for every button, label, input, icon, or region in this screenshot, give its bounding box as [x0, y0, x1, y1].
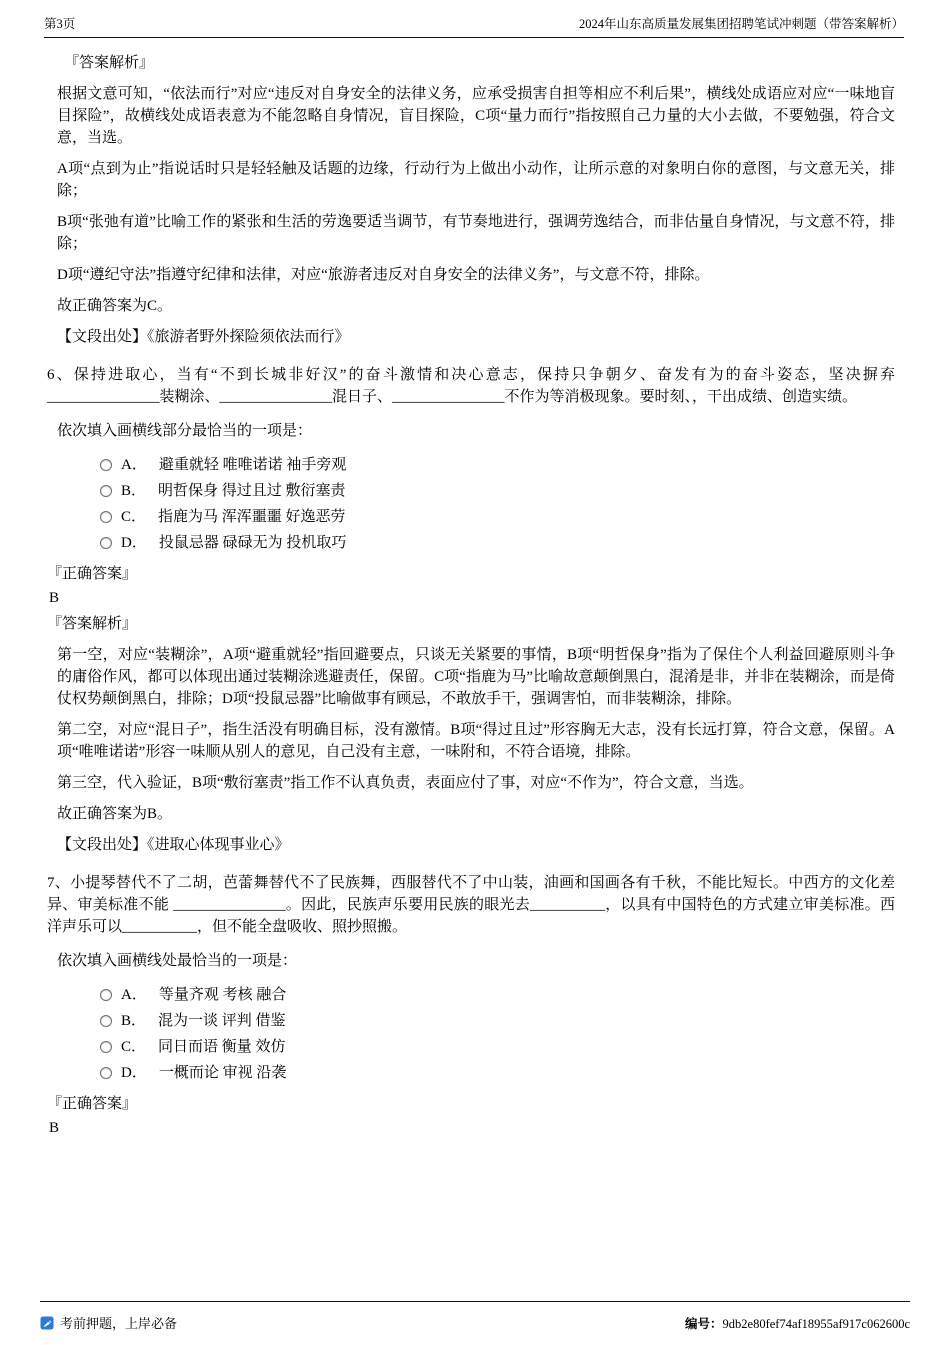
option-q7-d[interactable] [100, 1060, 895, 1086]
option-letter: A． [121, 457, 147, 473]
option-q7-b[interactable] [100, 1008, 895, 1034]
footer-code [685, 1314, 910, 1332]
options-group-q6 [100, 452, 895, 556]
footer-divider [40, 1301, 910, 1302]
option-letter: C． [121, 1039, 147, 1055]
radio-icon[interactable] [100, 485, 112, 497]
footer-slogan: 考前押题，上岸必备 [60, 1316, 178, 1331]
page-header [44, 14, 904, 32]
analysis-paragraph: D项“遵纪守法”指遵守纪律和法律，对应“旅游者违反对自身安全的法律义务”，与文意不符，排除。 [57, 267, 710, 283]
radio-icon[interactable] [100, 989, 112, 1001]
analysis-paragraph: A项“点到为止”指说话时只是轻轻触及话题的边缘，行动行为上做出小动作，让所示意的对象明白你的意图，与文意无关，排除； [57, 161, 895, 199]
page-number: 第3页 [44, 17, 76, 31]
radio-icon[interactable] [100, 1015, 112, 1027]
option-text: 一概而论 审视 沿袭 [158, 1065, 287, 1081]
options-group-q7 [100, 982, 895, 1086]
correct-answer-label: 『正确答案』 [47, 566, 138, 582]
source-line: 【文段出处】《旅游者野外探险须依法而行》 [57, 329, 350, 345]
option-text: 避重就轻 唯唯诺诺 袖手旁观 [158, 457, 347, 473]
option-text: 混为一谈 评判 借鉴 [158, 1013, 286, 1029]
question-stem-7: 7、小提琴替代不了二胡，芭蕾舞替代不了民族舞，西服替代不了中山装，油画和国画各有千秋，不能比短长。中西方的文化差异、审美标准不能 _______________。因此，民族声乐要用民族的眼光去__________，以具有中国特色的方式建立审美标准。西洋声乐可以__________，但不能全盘吸收、照抄照搬。 [47, 875, 895, 935]
option-letter: B． [121, 1013, 147, 1029]
source-line: 【文段出处】《进取心体现事业心》 [57, 837, 290, 853]
footer-logo-icon [40, 1316, 54, 1330]
analysis-paragraph: 根据文意可知，“依法而行”对应“违反对自身安全的法律义务，应承受损害自担等相应不利后果”，横线处成语应对应“一味地盲目探险”，故横线处成语表意为不能忽略自身情况，盲目探险，C项“量力而行”指按照自己力量的大小去做，不要勉强，符合文意，当选。 [57, 86, 895, 146]
option-text: 投鼠忌器 碌碌无为 投机取巧 [158, 535, 347, 551]
option-q7-a[interactable] [100, 982, 895, 1008]
analysis-label: 『答案解析』 [47, 616, 138, 632]
option-text: 指鹿为马 浑浑噩噩 好逸恶劳 [158, 509, 346, 525]
page-content [47, 52, 895, 1143]
option-letter: C． [121, 509, 147, 525]
document-title: 2024年山东高质量发展集团招聘笔试冲刺题（带答案解析） [578, 17, 904, 31]
correct-answer-value: B [49, 590, 60, 606]
radio-icon[interactable] [100, 1067, 112, 1079]
option-q6-b[interactable] [100, 478, 895, 504]
option-letter: A． [121, 987, 147, 1003]
analysis-paragraph: 第二空，对应“混日子”，指生活没有明确目标，没有激情。B项“得过且过”形容胸无大志，没有长远打算，符合文意，保留。A项“唯唯诺诺”形容一味顺从别人的意见，自己没有主意，一味附和，不符合语境，排除。 [57, 722, 895, 760]
options-prompt: 依次填入画横线处最恰当的一项是： [57, 953, 298, 969]
radio-icon[interactable] [100, 537, 112, 549]
analysis-label: 『答案解析』 [64, 55, 155, 71]
page-footer [40, 1313, 910, 1332]
correct-answer-line: 故正确答案为C。 [57, 298, 173, 314]
options-prompt: 依次填入画横线部分最恰当的一项是： [57, 423, 313, 439]
option-q6-d[interactable] [100, 530, 895, 556]
option-text: 同日而语 衡量 效仿 [158, 1039, 286, 1055]
header-divider [44, 37, 904, 38]
footer-code-value: 9db2e80fef74af18955af917c062600c [722, 1316, 910, 1331]
footer-left [40, 1313, 177, 1332]
footer-code-label: 编号： [685, 1316, 723, 1331]
analysis-paragraph: B项“张弛有道”比喻工作的紧张和生活的劳逸要适当调节，有节奏地进行，强调劳逸结合，而非估量自身情况，与文意不符，排除； [57, 214, 895, 252]
radio-icon[interactable] [100, 459, 112, 471]
option-letter: D． [121, 1065, 147, 1081]
analysis-paragraph: 第三空，代入验证，B项“敷衍塞责”指工作不认真负责，表面应付了事，对应“不作为”，符合文意，当选。 [57, 775, 754, 791]
correct-answer-line: 故正确答案为B。 [57, 806, 173, 822]
option-text: 明哲保身 得过且过 敷衍塞责 [158, 483, 346, 499]
option-q6-c[interactable] [100, 504, 895, 530]
option-q7-c[interactable] [100, 1034, 895, 1060]
option-text: 等量齐观 考核 融合 [158, 987, 287, 1003]
correct-answer-value: B [49, 1120, 60, 1136]
radio-icon[interactable] [100, 1041, 112, 1053]
question-stem-6: 6、保持进取心，当有“不到长城非好汉”的奋斗激情和决心意志，保持只争朝夕、奋发有为的奋斗姿态，坚决摒弃 _______________装糊涂、_______________混日子、_______________不作为等消极现象。要时刻、，干出成绩、创造实绩。 [47, 367, 895, 405]
option-q6-a[interactable] [100, 452, 895, 478]
analysis-paragraph: 第一空，对应“装糊涂”，A项“避重就轻”指回避要点，只谈无关紧要的事情，B项“明哲保身”指为了保住个人利益回避原则斗争的庸俗作风，都可以体现出通过装糊涂逃避责任，保留。C项“指鹿为马”比喻故意颠倒黑白，混淆是非，并非在装糊涂，而是倚仗权势颠倒黑白，排除；D项“投鼠忌器”比喻做事有顾忌，不敢放手干，强调害怕，而非装糊涂，排除。 [57, 647, 895, 707]
radio-icon[interactable] [100, 511, 112, 523]
option-letter: D． [121, 535, 147, 551]
option-letter: B． [121, 483, 147, 499]
correct-answer-label: 『正确答案』 [47, 1096, 138, 1112]
